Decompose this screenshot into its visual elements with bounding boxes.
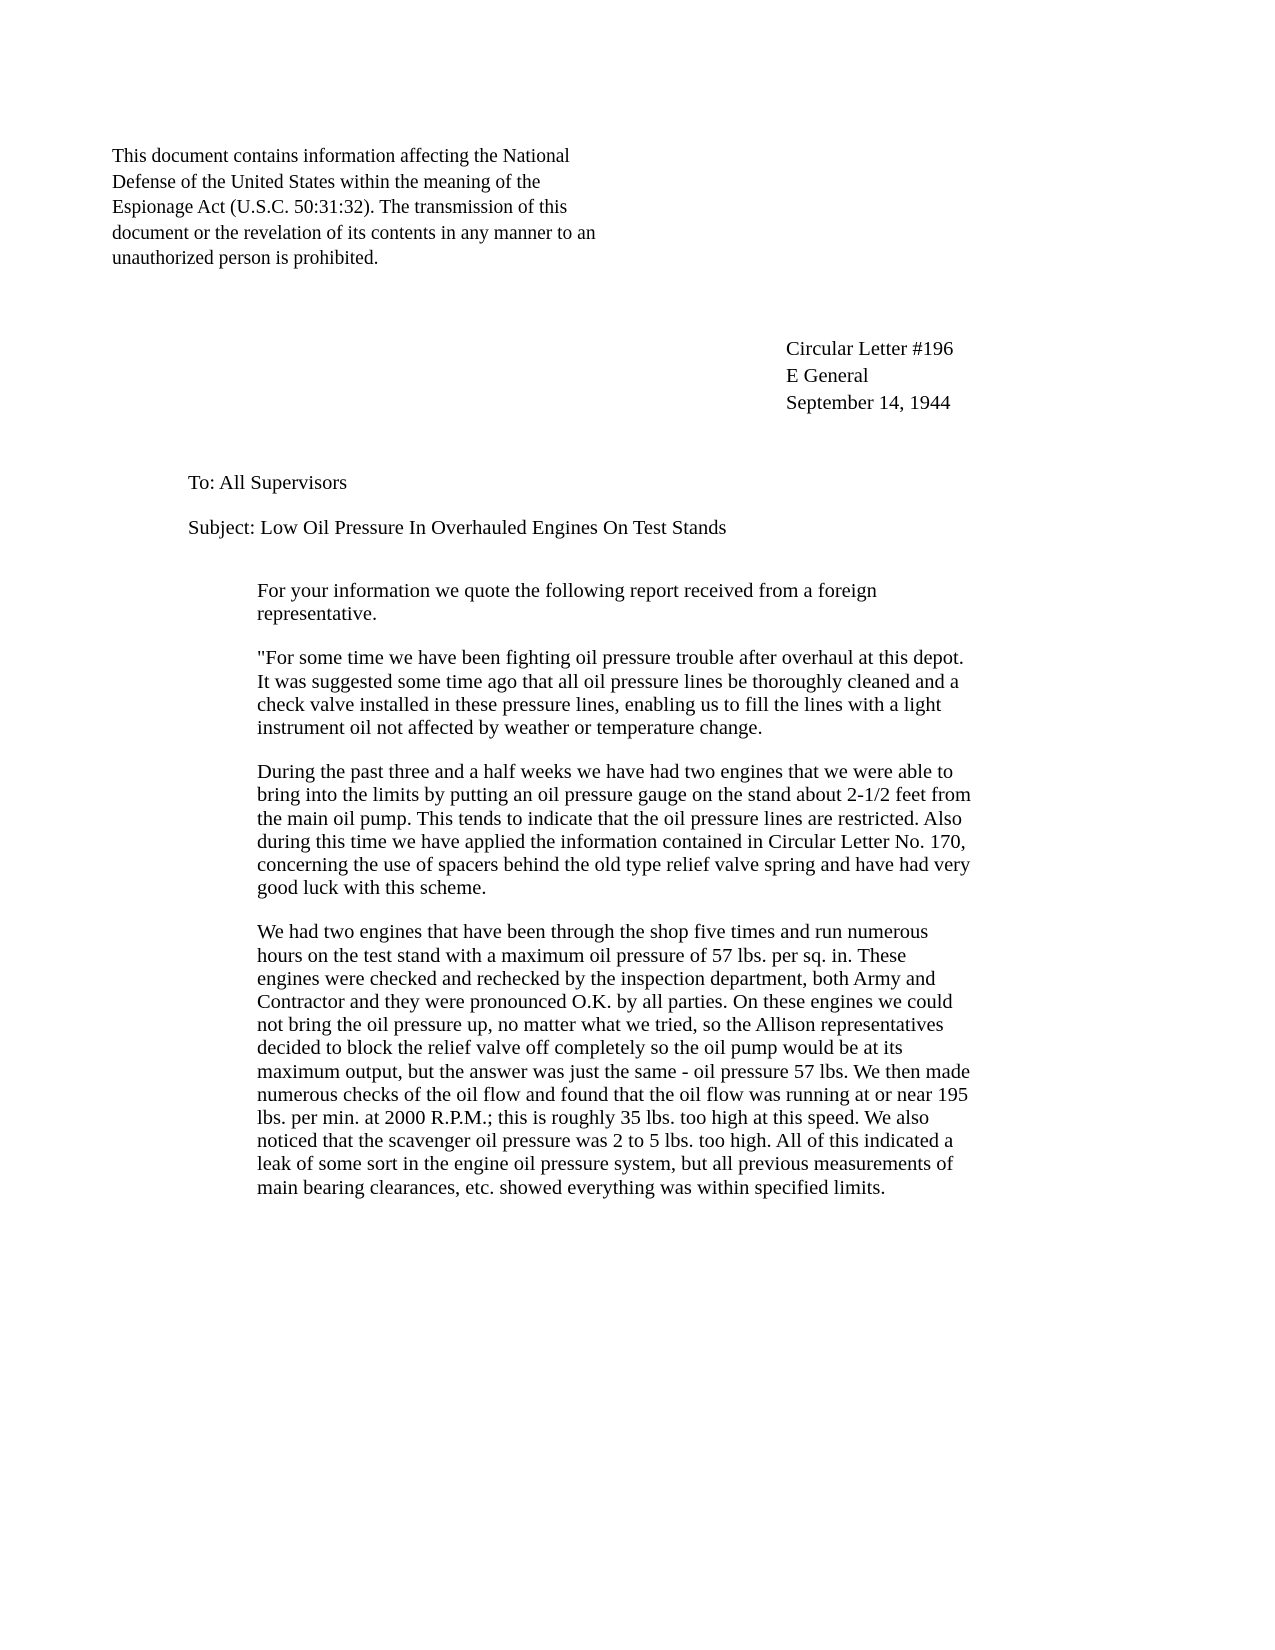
body-paragraph: During the past three and a half weeks we have had two engines that we were able to bring into the limits by putting an oil pressure gauge on the stand about 2-1/2 feet from the main oil pump. This tends to indicate that the oil pressure lines are restricted. Also during this time we have applied the information contained in Circular Letter No. 170, concerning the use of spacers behind the old type relief valve spring and have had very good luck with this scheme. [257,761,971,900]
letter-body [257,580,972,1200]
circular-letter-reference: Circular Letter #196 [786,338,954,360]
body-paragraph: "For some time we have been fighting oil pressure trouble after overhaul at this depot. It was suggested some time ago that all oil pressure lines be thoroughly cleaned and a check valve installed in these pressure lines, enabling us to fill the lines with a light instrument oil not affected by weather or temperature change. [257,647,964,740]
addressing-block [188,470,1088,542]
classification-line-5: unauthorized person is prohibited. [112,248,379,269]
department-label: E General [786,365,869,387]
classification-notice [112,144,612,272]
letterhead-block [786,336,1206,417]
classification-line-2: Defense of the United States within the meaning of the [112,171,541,193]
body-paragraph: For your information we quote the following report received from a foreign representative. [257,580,877,626]
classification-line-4: document or the revelation of its contents in any manner to an [112,222,596,244]
recipient-line: To: All Supervisors [188,472,348,494]
subject-line: Subject: Low Oil Pressure In Overhauled Engines On Test Stands [188,517,727,539]
body-paragraph: We had two engines that have been through the shop five times and run numerous hours on the test stand with a maximum oil pressure of 57 lbs. per sq. in. These engines were checked and rechecked by the inspection department, both Army and Contractor and they were pronounced O.K. by all parties. On these engines we could not bring the oil pressure up, no matter what we tried, so the Allison representatives decided to block the relief valve off completely so the oil pump would be at its maximum output, but the answer was just the same - oil pressure 57 lbs. We then made numerous checks of the oil flow and found that the oil flow was running at or near 195 lbs. per min. at 2000 R.P.M.; this is roughly 35 lbs. too high at this speed. We also noticed that the scavenger oil pressure was 2 to 5 lbs. too high. All of this indicated a leak of some sort in the engine oil pressure system, but all previous measurements of main bearing clearances, etc. showed everything was within specified limits. [257,921,971,1199]
classification-line-3: Espionage Act (U.S.C. 50:31:32). The transmission of this [112,197,568,218]
letter-date: September 14, 1944 [786,392,951,414]
classification-line-1: This document contains information affecting the National [112,146,570,167]
